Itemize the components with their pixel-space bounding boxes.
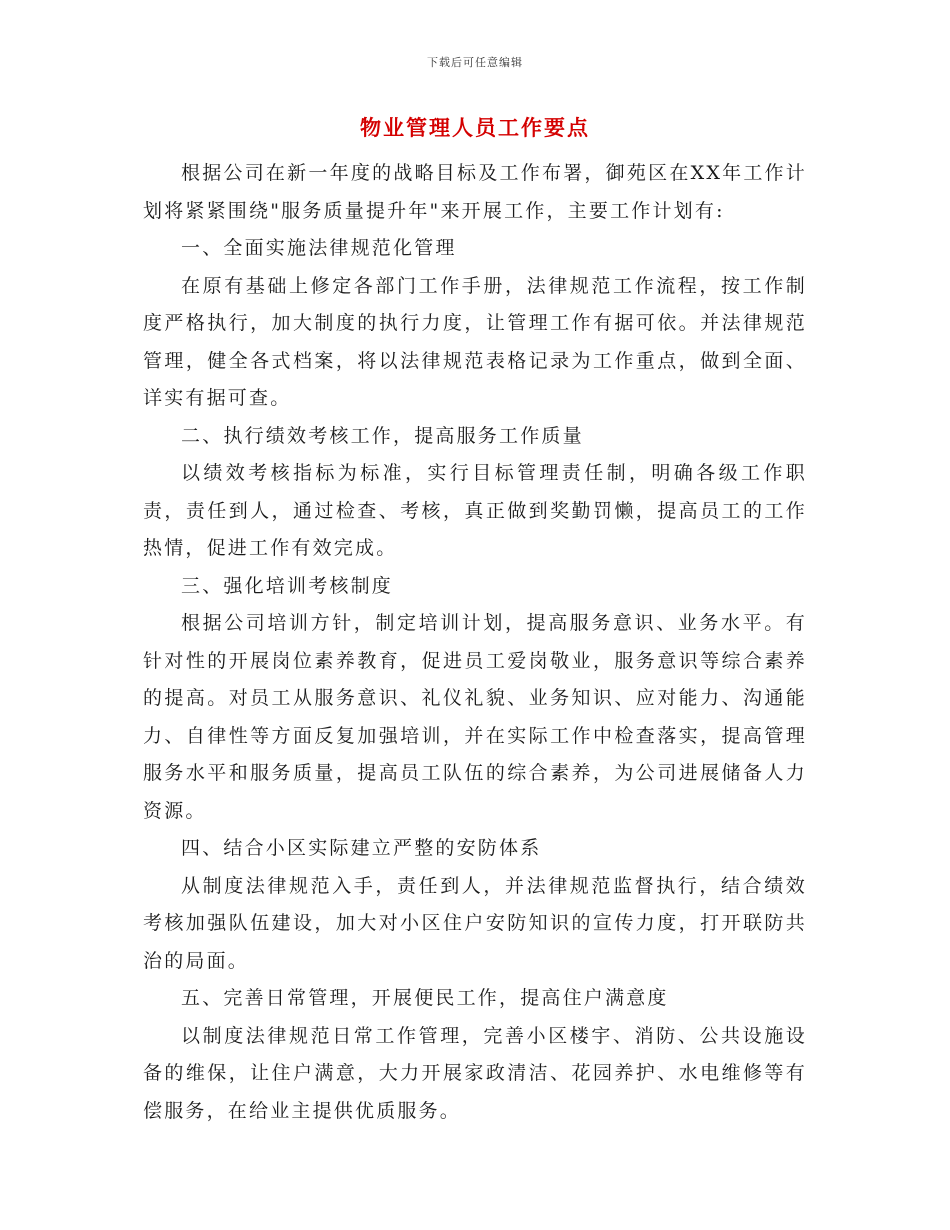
section-body-2: 以绩效考核指标为标准，实行目标管理责任制，明确各级工作职责，责任到人，通过检查、考核，真正做到奖勤罚懒，提高员工的工作热情，促进工作有效完成。 <box>143 462 807 559</box>
section-body-3: 根据公司培训方针，制定培训计划，提高服务意识、业务水平。有针对性的开展岗位素养教育，促进员工爱岗敬业，服务意识等综合素养的提高。对员工从服务意识、礼仪礼貌、业务知识、应对能力、沟通能力、自律性等方面反复加强培训，并在实际工作中检查落实，提高管理服务水平和服务质量，提高员工队伍的综合素养，为公司进展储备人力资源。 <box>143 612 807 822</box>
section-body-4: 从制度法律规范入手，责任到人，并法律规范监督执行，结合绩效考核加强队伍建设，加大对小区住户安防知识的宣传力度，打开联防共治的局面。 <box>143 874 807 972</box>
document-title: 物业管理人员工作要点 <box>360 115 590 140</box>
header-note: 下载后可任意编辑 <box>427 56 523 69</box>
section-heading-1: 一、全面实施法律规范化管理 <box>181 237 457 259</box>
section-heading-2: 二、执行绩效考核工作，提高服务工作质量 <box>181 424 584 447</box>
section-heading-4: 四、结合小区实际建立严整的安防体系 <box>181 837 542 859</box>
section-body-1: 在原有基础上修定各部门工作手册，法律规范工作流程，按工作制度严格执行，加大制度的执行力度，让管理工作有据可依。并法律规范管理，健全各式档案，将以法律规范表格记录为工作重点，做到全面、详实有据可查。 <box>143 274 807 409</box>
section-body-5: 以制度法律规范日常工作管理，完善小区楼宇、消防、公共设施设备的维保，让住户满意，大力开展家政清洁、花园养护、水电维修等有偿服务，在给业主提供优质服务。 <box>143 1024 807 1122</box>
section-heading-5: 五、完善日常管理，开展便民工作，提高住户满意度 <box>181 987 669 1009</box>
section-heading-3: 三、强化培训考核制度 <box>181 574 394 597</box>
intro-paragraph: 根据公司在新一年度的战略目标及工作布署，御苑区在XX年工作计划将紧紧围绕"服务质量提升年"来开展工作，主要工作计划有: <box>143 162 807 222</box>
document-body <box>143 155 807 1130</box>
